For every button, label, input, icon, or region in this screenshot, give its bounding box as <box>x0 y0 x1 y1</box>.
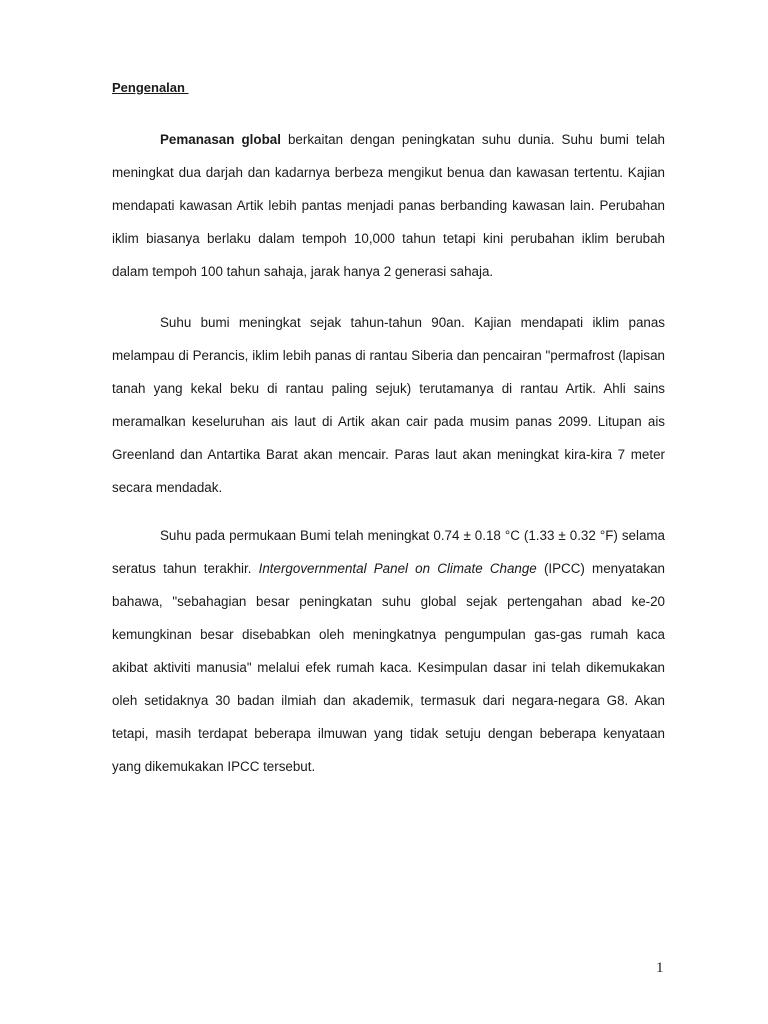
paragraph-3 <box>112 519 665 783</box>
paragraph-1 <box>112 123 665 288</box>
page-number: 1 <box>656 960 664 976</box>
paragraph-3-text-start: Suhu pada permukaan Bumi telah meningkat 0.74 ± 0.18 °C (1.33 ± 0.32 °F) selama seratus tahun terakhir. <box>112 528 665 576</box>
section-heading: Pengenalan <box>112 80 189 95</box>
paragraph-3-text-end: (IPCC) menyatakan bahawa, "sebahagian besar peningkatan suhu global sejak pertengahan abad ke-20 kemungkinan besar disebabkan oleh meningkatnya pengumpulan gas-gas rumah kaca akibat aktiviti manusia" melalui efek rumah kaca. Kesimpulan dasar ini telah dikemukakan oleh setidaknya 30 badan ilmiah dan akademik, termasuk dari negara-negara G8. Akan tetapi, masih terdapat beberapa ilmuwan yang tidak setuju dengan beberapa kenyataan yang dikemukakan IPCC tersebut. <box>112 561 665 774</box>
paragraph-1-body: berkaitan dengan peningkatan suhu dunia. Suhu bumi telah meningkat dua darjah dan kadarnya berbeza mengikut benua dan kawasan tertentu. Kajian mendapati kawasan Artik lebih pantas menjadi panas berbanding kawasan lain. Perubahan iklim biasanya berlaku dalam tempoh 10,000 tahun tetapi kini perubahan iklim berubah dalam tempoh 100 tahun sahaja, jarak hanya 2 generasi sahaja. <box>112 132 665 279</box>
paragraph-2-body: Suhu bumi meningkat sejak tahun-tahun 90an. Kajian mendapati iklim panas melampau di Perancis, iklim lebih panas di rantau Siberia dan pencairan "permafrost (lapisan tanah yang kekal beku di rantau paling sejuk) terutamanya di rantau Artik. Ahli sains meramalkan keseluruhan ais laut di Artik akan cair pada musim panas 2099. Litupan ais Greenland dan Antartika Barat akan mencair. Paras laut akan meningkat kira-kira 7 meter secara mendadak. <box>112 315 665 495</box>
paragraph-1-bold-term: Pemanasan global <box>160 132 281 147</box>
paragraph-3-italic-term: Intergovernmental Panel on Climate Change <box>258 561 537 576</box>
paragraph-2 <box>112 306 665 504</box>
